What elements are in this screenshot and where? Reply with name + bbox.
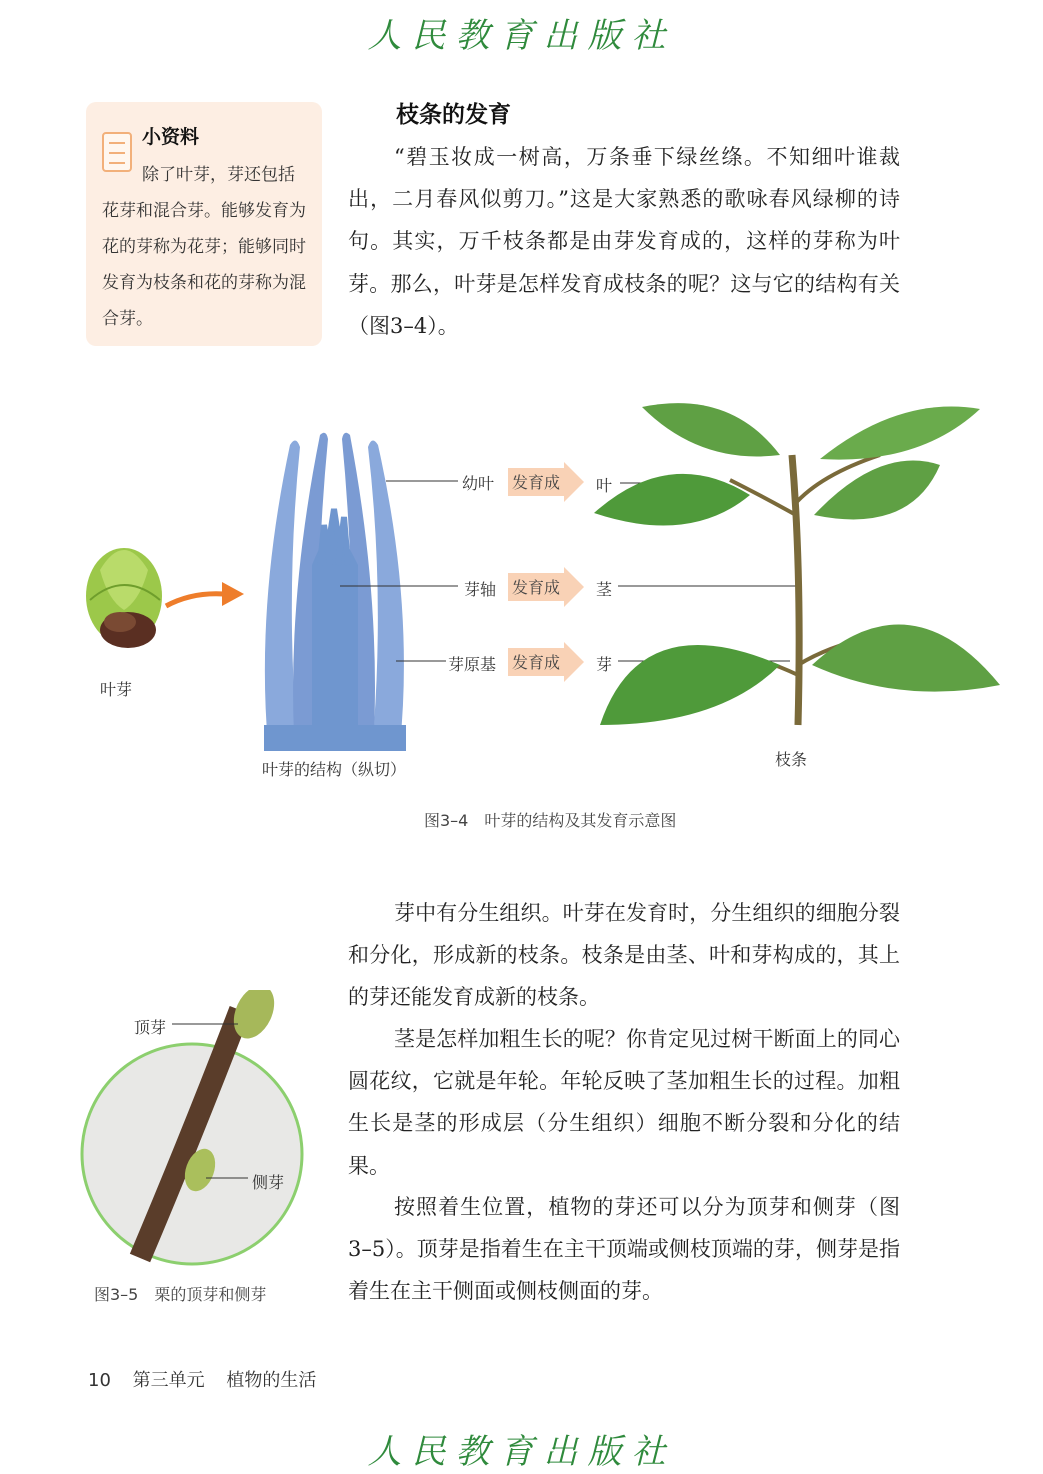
paragraph-meristem: 芽中有分生组织。叶芽在发育时，分生组织的细胞分裂和分化，形成新的枝条。枝条是由茎、叶和芽构成的，其上的芽还能发育成新的枝条。 [348, 901, 900, 1010]
part-label-bud-axis: 芽轴 [464, 580, 497, 599]
result-label-leaf: 叶 [596, 476, 613, 495]
paragraph-intro: “碧玉妆成一树高，万条垂下绿丝绦。不知细叶谁裁出，二月春风似剪刀。”这是大家熟悉的歌咏春风绿柳的诗句。其实，万千枝条都是由芽发育成的，这样的芽称为叶芽。那么，叶芽是怎样发育成枝条的呢？这与它的结构有关（图3–4）。 [348, 145, 900, 338]
terminal-bud-label: 顶芽 [134, 1018, 167, 1037]
publisher-watermark-bottom: 人民教育出版社 [367, 1432, 676, 1472]
branch-caption: 枝条 [775, 750, 808, 769]
result-label-bud: 芽 [596, 655, 613, 674]
develop-arrow-label: 发育成 [512, 578, 561, 597]
part-label-young-leaf: 幼叶 [462, 474, 495, 493]
leaf-bud-label: 叶芽 [100, 680, 133, 699]
chapter-label: 植物的生活 [226, 1370, 317, 1391]
sidebar-title: 小资料 [142, 126, 200, 148]
paragraph-bud-types: 按照着生位置，植物的芽还可以分为顶芽和侧芽（图3–5）。顶芽是指着生在主干顶端或侧枝顶端的芽，侧芽是指着生在主干侧面或侧枝侧面的芽。 [348, 1195, 900, 1304]
lateral-bud-label: 侧芽 [252, 1173, 285, 1192]
result-label-stem: 茎 [596, 580, 613, 599]
figure-3-5-caption: 图3–5 栗的顶芽和侧芽 [94, 1285, 267, 1304]
structure-caption: 叶芽的结构（纵切） [262, 760, 407, 779]
part-label-bud-primordium: 芽原基 [448, 655, 497, 674]
page-footer [88, 1366, 332, 1392]
develop-arrow-label: 发育成 [512, 653, 561, 672]
figure-3-4-caption: 图3–4 叶芽的结构及其发育示意图 [424, 811, 677, 830]
publisher-watermark-top: 人民教育出版社 [367, 16, 676, 56]
paragraph-thickening: 茎是怎样加粗生长的呢？你肯定见过树干断面上的同心圆花纹，它就是年轮。年轮反映了茎加粗生长的过程。加粗生长是茎的形成层（分生组织）细胞不断分裂和分化的结果。 [348, 1027, 900, 1178]
develop-arrow-label: 发育成 [512, 473, 561, 492]
section-title: 枝条的发育 [396, 102, 511, 128]
unit-label: 第三单元 [132, 1370, 205, 1391]
page-number: 10 [88, 1370, 111, 1391]
sidebar-text: 除了叶芽，芽还包括花芽和混合芽。能够发育为花的芽称为花芽；能够同时发育为枝条和花的芽称为混合芽。 [102, 165, 306, 329]
